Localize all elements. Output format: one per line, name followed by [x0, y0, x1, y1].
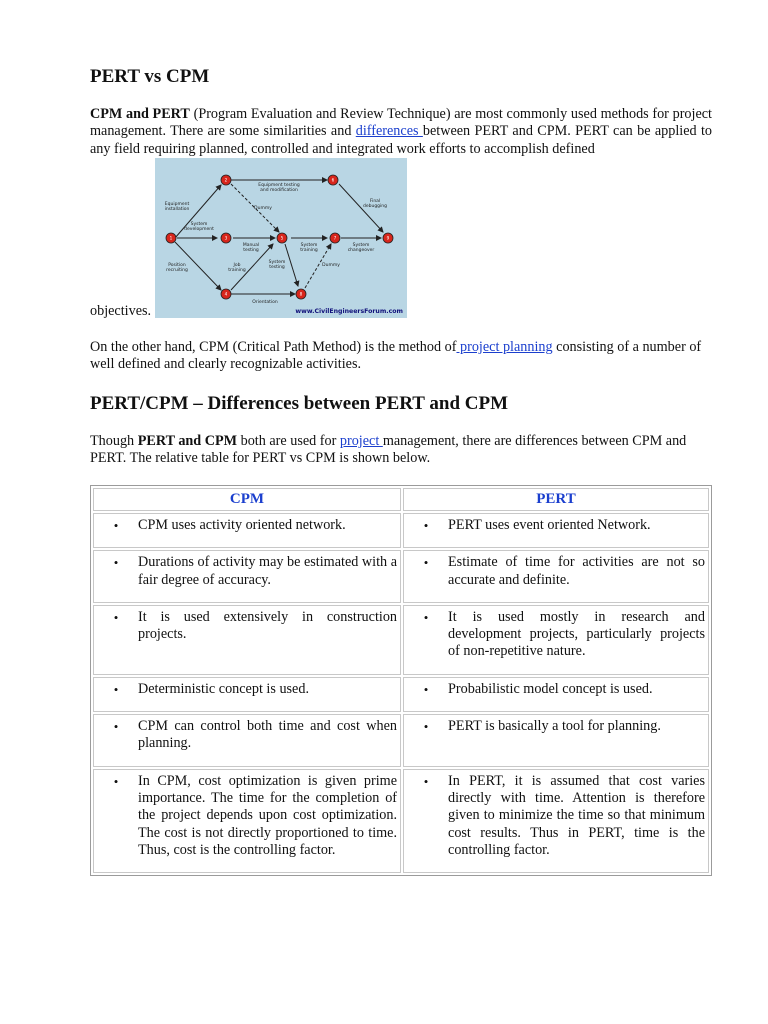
node-label: 9 [386, 235, 390, 241]
bullet-icon: • [113, 518, 119, 533]
cell-text: Durations of activity may be estimated with a fair degree of accuracy. [138, 554, 398, 588]
project-link[interactable]: project [339, 433, 383, 449]
bullet-icon: • [113, 681, 119, 697]
table-row [93, 513, 709, 548]
cpm-cell [93, 513, 401, 548]
table-row [93, 677, 709, 712]
cell-text: In CPM, cost optimization is given prime importance. The time for the completion of the project depends upon cost optimization. The cost is not directly proportioned to time. Thus, cost is the controlling factor. [138, 772, 398, 858]
activity-label: System [268, 260, 286, 265]
bullet-item [404, 718, 705, 735]
bullet-item [94, 517, 397, 534]
table-intro-paragraph [90, 433, 712, 468]
bullet-icon: • [423, 518, 429, 533]
table-row [93, 550, 709, 603]
cell-text: PERT is basically a tool for planning. [448, 718, 661, 735]
activity-label: development [184, 227, 214, 232]
cpm-paragraph [90, 339, 712, 374]
pert-network-diagram [155, 158, 407, 318]
cell-text: In PERT, it is assumed that cost varies directly with time. Attention is therefore given to minimize the time so that minimum cost results. Thus in PERT, time is the controlling factor. [448, 772, 705, 858]
header-cpm: CPM [93, 488, 401, 511]
diagram-watermark: www.CivilEngineersForum.com [295, 308, 403, 315]
bullet-icon: • [423, 719, 429, 735]
node-label: 7 [333, 235, 337, 241]
cell-text: CPM uses activity oriented network. [138, 517, 346, 533]
cpm-cell [93, 714, 401, 767]
activity-label: training [300, 248, 318, 253]
cell-text: It is used mostly in research and development projects, particularly projects of non-repetitive nature. [448, 608, 705, 660]
table-row [93, 714, 709, 767]
project-planning-link[interactable]: project planning [456, 339, 553, 355]
bullet-icon: • [113, 773, 119, 789]
para2-text-1: On the other hand, CPM (Critical Path Method) is the method of [90, 339, 457, 355]
bullet-item [94, 681, 397, 698]
activity-label: Final [369, 199, 381, 204]
node-label: 1 [169, 235, 173, 241]
pert-cell [403, 513, 709, 548]
activity-label: Dummy [322, 263, 340, 268]
cell-text: PERT uses event oriented Network. [448, 517, 651, 533]
node-label: 6 [331, 177, 335, 183]
intro-bold: CPM and PERT [90, 106, 190, 122]
cell-text: Probabilistic model concept is used. [448, 680, 653, 697]
activity-label: System [352, 243, 370, 248]
bullet-item [404, 681, 705, 698]
node-label: 5 [280, 235, 284, 241]
cpm-cell [93, 550, 401, 603]
bullet-icon: • [423, 555, 429, 571]
activity-label: debugging [362, 204, 388, 209]
bullet-icon: • [113, 719, 119, 735]
para3-text-1: Though [90, 433, 138, 449]
activity-label: and modification [260, 188, 298, 193]
table-header-row [93, 488, 709, 511]
pert-cell [403, 677, 709, 712]
bullet-icon: • [423, 609, 429, 625]
activity-label: Equipment [164, 202, 190, 207]
pert-cell [403, 769, 709, 873]
para2-text-2: consisting of a number of well defined and clearly recognizable activities. [90, 339, 702, 373]
table-body [93, 513, 709, 873]
table-row [93, 769, 709, 873]
cell-text: Deterministic concept is used. [138, 680, 309, 697]
activity-label: Orientation [252, 300, 278, 305]
activity-label: System [300, 243, 318, 248]
para3-bold: PERT and CPM [137, 433, 238, 449]
bullet-item [94, 718, 397, 753]
node-label: 8 [299, 291, 303, 297]
activity-label: Dummy [254, 206, 272, 211]
intro-text-2: between PERT and CPM. PERT can be applied to any field requiring planned, controlled and integrated work efforts to accomplish defined [90, 123, 712, 157]
bullet-item [94, 773, 397, 859]
cpm-cell [93, 605, 401, 675]
intro-text-1: (Program Evaluation and Review Technique) are most commonly used methods for project management. There are some similarities and [90, 106, 712, 140]
activity-label: System [190, 222, 208, 227]
cell-text: Estimate of time for activities are not so accurate and definite. [448, 554, 705, 588]
activity-label: testing [269, 265, 285, 270]
comparison-table [90, 485, 712, 876]
activity-label: Manual [242, 243, 260, 248]
section-heading: PERT/CPM – Differences between PERT and CPM [90, 393, 509, 414]
bullet-icon: • [113, 555, 119, 571]
bullet-item [404, 517, 705, 534]
activity-label: changeover [347, 248, 375, 253]
node-label: 3 [224, 235, 228, 241]
bullet-item [94, 609, 397, 644]
pert-cell [403, 714, 709, 767]
pert-cell [403, 550, 709, 603]
activity-label: Equipment testing [258, 183, 300, 188]
differences-link[interactable]: differences [355, 123, 423, 140]
activity-label: testing [243, 248, 259, 253]
header-pert: PERT [403, 488, 709, 511]
bullet-item [94, 554, 397, 589]
intro-end: objectives. [90, 303, 152, 319]
cell-text: It is used extensively in construction projects. [138, 608, 398, 643]
page-title: PERT vs CPM [90, 66, 210, 87]
bullet-item [404, 773, 705, 859]
pert-cell [403, 605, 709, 675]
bullet-icon: • [113, 609, 119, 625]
bullet-item [404, 609, 705, 661]
bullet-icon: • [423, 681, 429, 697]
activity-label: Position [168, 263, 186, 268]
node-label: 4 [224, 291, 228, 297]
activity-label: training [228, 268, 246, 273]
intro-paragraph [90, 106, 712, 158]
cell-text: CPM can control both time and cost when planning. [138, 718, 398, 752]
node-label: 2 [224, 177, 228, 183]
bullet-item [404, 554, 705, 589]
cpm-cell [93, 677, 401, 712]
table-row [93, 605, 709, 675]
activity-label: recruiting [166, 268, 188, 273]
activity-label: installation [164, 207, 190, 212]
para3-text-2: both are used for [237, 433, 340, 449]
activity-label: Job [233, 263, 241, 268]
cpm-cell [93, 769, 401, 873]
para3-text-3: management, there are differences between CPM and PERT. The relative table for PERT vs CPM is shown below. [90, 433, 687, 467]
bullet-icon: • [423, 773, 429, 789]
network-svg [155, 158, 407, 318]
